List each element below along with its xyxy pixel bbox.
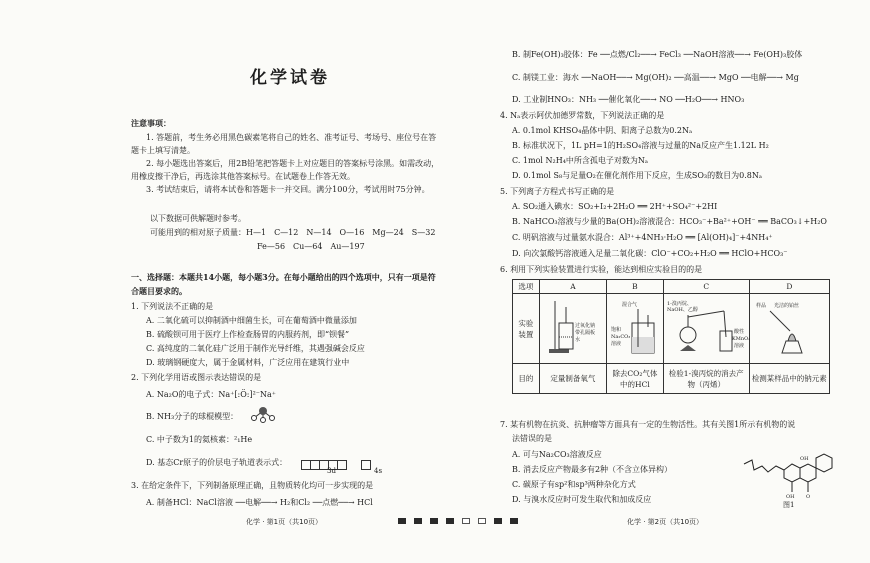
purpose-cell: 检验1-溴丙烷的消去产物（丙烯） [663,364,749,394]
data-intro: 以下数据可供解题时参考。 [150,214,246,223]
page-footer: 化学 · 第2页（共10页） [627,518,704,526]
option: D. 工业制HNO₃：NH₃ ──催化氧化──→ NO ──H₂O──→ HNO₃ [512,95,745,104]
orbital-label: 4s [374,467,383,475]
apparatus-d [749,294,829,364]
page-marker [510,518,518,524]
page-marker [414,518,422,524]
table-header: 选项 [513,280,540,294]
apparatus-label: NaOH、乙醇 [667,306,699,313]
svg-text:O: O [806,494,811,500]
page-marker [462,518,470,524]
table-header: C [663,280,749,294]
page-title: 化学试卷 [250,68,330,88]
option: A. SO₂通入碘水：SO₂+I₂+2H₂O ══ 2H⁺+SO₄²⁻+2HI [512,202,718,211]
experiment-table [512,279,830,394]
option: D. 0.1mol S₈与足量O₂在催化剂作用下反应，生成SO₃的数目为0.8Nₐ [512,171,762,180]
notice-line: 1. 答题前，考生务必用黑色碳素笔将自己的姓名、准考证号、考场号、座位号在答 [146,133,437,142]
option: C. 1mol N₂H₄中所含孤电子对数为Nₐ [512,156,648,165]
question-7: 7. 某有机物在抗炎、抗肿瘤等方面具有一定的生物活性。其有关图1所示有机物的说 [500,420,796,429]
option: B. 消去反应产物最多有2种（不含立体异构） [512,465,673,474]
notice-line: 用橡皮擦干净后，再选涂其他答案标号。在试题卷上作答无效。 [131,172,355,181]
notice-line: 2. 每小题选出答案后，用2B铅笔把答题卡上对应题目的答案标号涂黑。如需改动， [146,159,440,168]
ball-stick-model-icon [250,403,276,423]
option: C. 高纯度的二氧化硅广泛用于制作光导纤维，其遇强碱会反应 [146,344,365,353]
option: D. 与溴水反应时可发生取代和加成反应 [512,495,652,504]
section-heading: 合题目要求的。 [131,286,187,296]
flame-test-icon [752,297,826,359]
row-label: 目的 [513,364,540,394]
option: A. Na₂O的电子式：Na⁺[:Ö:]²⁻Na⁺ [146,390,277,399]
option: A. 可与Na₂CO₃溶液反应 [512,450,602,459]
apparatus-a [539,294,606,364]
svg-text:OH: OH [800,456,809,462]
figure-label: 图1 [783,501,795,509]
apparatus-label: 溶液 [610,340,621,347]
page-marker [494,518,502,524]
page-marker [446,518,454,524]
page-marker [398,518,406,524]
purpose-cell: 检测某样品中的钠元素 [749,364,829,394]
apparatus-label: 饱和 [610,326,621,333]
notice-line: 3. 考试结束后，请将本试卷和答题卡一并交回。满分100分，考试用时75分钟。 [146,185,430,194]
option: B. 硫酸钡可用于医疗上作检查肠胃的内服药剂，即“钡餐” [146,330,350,339]
option: D. 玻璃钢硬度大，属于金属材料，广泛应用在建筑行业中 [146,358,350,367]
option: C. 明矾溶液与过量氨水混合：Al³⁺+4NH₃·H₂O ══ [Al(OH)₄]⁻+4NH₄⁺ [512,233,773,242]
gas-wash-bottle-icon [610,297,660,359]
purpose-cell: 除去CO₂气体中的HCl [607,364,664,394]
option: C. 中子数为1的氦核素：²₁He [146,435,253,444]
option: A. 0.1mol KHSO₄晶体中阴、阳离子总数为0.2Nₐ [512,126,693,135]
question-1: 1. 下列说法不正确的是 [131,302,214,311]
apparatus-label: 酸性 [734,328,745,335]
table-header: A [539,280,606,294]
question-7-cont: 法错误的是 [512,434,552,443]
apparatus-label: 溶液 [734,342,745,349]
table-header: B [607,280,664,294]
apparatus-label: 混合气 [621,301,637,308]
purpose-cell: 定量制备氧气 [539,364,606,394]
notice-line: 题卡上填写清楚。 [131,146,195,155]
atomic-mass: Fe—56 Cu—64 Au—197 [257,242,365,251]
svg-text:OH: OH [786,494,795,500]
option: B. NH₃分子的球棍模型： [146,412,239,421]
apparatus-c [663,294,749,364]
question-2: 2. 下列化学用语或图示表达错误的是 [131,373,262,382]
option: C. 碳原子有sp²和sp³两种杂化方式 [512,480,636,489]
option: D. 基态Cr原子的价层电子轨道表示式： [146,458,288,467]
apparatus-label: 水 [574,336,580,343]
notice-title: 注意事项： [131,118,171,128]
apparatus-label: Na₂CO₃ [610,333,631,340]
question-3: 3. 在给定条件下，下列制备原理正确，且物质转化均可一步实现的是 [131,481,374,490]
option: B. NaHCO₃溶液与少量的Ba(OH)₂溶液混合：HCO₃⁻+Ba²⁺+OH⁻ ══ BaCO₃↓+H₂O [512,217,827,226]
atomic-mass: 可能用到的相对原子质量：H—1 C—12 N—14 O—16 Mg—24 S—32 [150,228,436,237]
orbital-diagram [302,454,371,473]
option: A. 二氧化硫可以抑制酒中细菌生长，可在葡萄酒中微量添加 [146,316,357,325]
option: A. 制备HCl：NaCl溶液 ──电解──→ H₂和Cl₂ ──点燃──→ HCl [146,498,373,507]
page-footer: 化学 · 第1页（共10页） [246,518,323,526]
page-marker [430,518,438,524]
page-marker [478,518,486,524]
option: B. 制Fe(OH)₃胶体：Fe ──点燃/Cl₂──→ FeCl₃ ──NaOH溶液──→ Fe(OH)₃胶体 [512,50,803,59]
apparatus-label: 带孔隔板 [574,329,595,336]
table-header: D [749,280,829,294]
apparatus-label: KMnO₄ [732,335,751,342]
option: C. 制镁工业：海水 ──NaOH──→ Mg(OH)₂ ──高温──→ MgO ──电解──→ Mg [512,73,799,82]
section-heading: 一、选择题：本题共14小题，每小题3分。在每小题给出的四个选项中，只有一项是符 [131,272,436,282]
apparatus-label: 光洁的铂丝 [774,302,800,309]
reflux-apparatus-icon [666,297,751,359]
generator-apparatus-icon [543,297,603,359]
apparatus-b [607,294,664,364]
apparatus-label: 过氧化钠 [574,322,595,329]
option: D. 向次氯酸钙溶液通入足量二氧化碳：ClO⁻+CO₂+H₂O ══ HClO+HCO₃⁻ [512,249,788,258]
question-6: 6. 利用下列实验装置进行实验，能达到相应实验目的的是 [500,265,703,274]
row-label: 实验装置 [513,294,540,364]
orbital-label: 3d [327,467,336,475]
apparatus-label: 样品 [756,302,767,309]
apparatus-label: 1-溴丙烷、 [667,300,693,307]
option: B. 标准状况下，1L pH=1的H₂SO₄溶液与过量的Na反应产生1.12L H₂ [512,141,769,150]
question-5: 5. 下列离子方程式书写正确的是 [500,187,615,196]
molecule-structure-icon [740,440,836,506]
question-4: 4. Nₐ表示阿伏加德罗常数，下列说法正确的是 [500,111,665,120]
